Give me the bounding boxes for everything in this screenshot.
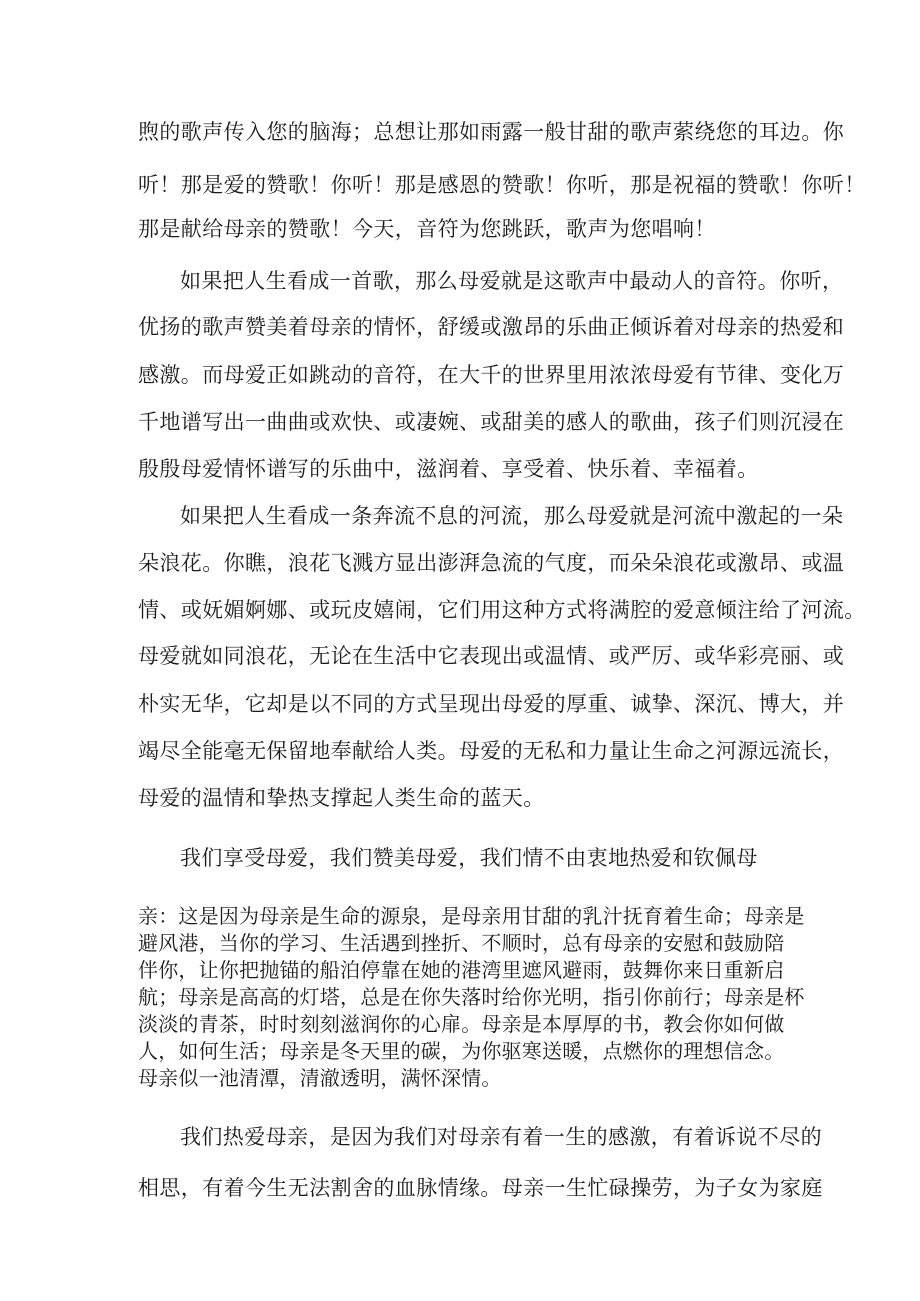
paragraph-2-line-5: 殷殷母爱情怀谱写的乐曲中，滋润着、享受着、快乐着、幸福着。 [138,457,759,481]
paragraph-4-line-2: 亲：这是因为母亲是生命的源泉，是母亲用甘甜的乳汁抚育着生命；母亲是 [138,904,805,928]
paragraph-2-line-1: 如果把人生看成一首歌，那么母爱就是这歌声中最动人的音符。你听， [180,269,844,293]
paragraph-3-line-5: 朴实无华，它却是以不同的方式呈现出母爱的厚重、诚挚、深沉、博大，并 [138,692,845,716]
paragraph-4-line-8: 母亲似一池清潭，清澈透明，满怀深情。 [138,1066,502,1090]
paragraph-5-line-2: 相思，有着今生无法割舍的血脉情缘。母亲一生忙碌操劳，为子女为家庭 [138,1176,823,1200]
paragraph-1-line-1: 煦的歌声传入您的脑海；总想让那如雨露一般甘甜的歌声萦绕您的耳边。你 [138,120,845,144]
paragraph-1-line-3: 那是献给母亲的赞歌！今天，音符为您跳跃，歌声为您唱响！ [138,217,716,241]
paragraph-1-line-2: 听！那是爱的赞歌！你听！那是感恩的赞歌！你听，那是祝福的赞歌！你听！ [138,173,866,197]
paragraph-3-line-6: 竭尽全能毫无保留地奉献给人类。母爱的无私和力量让生命之河源远流长， [138,739,845,763]
paragraph-2-line-3: 感激。而母爱正如跳动的音符，在大千的世界里用浓浓母爱有节律、变化万 [138,363,845,387]
paragraph-3-line-1: 如果把人生看成一条奔流不息的河流，那么母爱就是河流中激起的一朵 [180,504,844,528]
paragraph-3-line-2: 朵浪花。你瞧，浪花飞溅方显出澎湃急流的气度，而朵朵浪花或激昂、或温 [138,551,845,575]
paragraph-4-line-4: 伴你，让你把抛锚的船泊停靠在她的港湾里遮风避雨，鼓舞你来日重新启 [138,958,785,982]
paragraph-4-line-5: 航；母亲是高高的灯塔，总是在你失落时给你光明，指引你前行；母亲是杯 [138,985,805,1009]
paragraph-4-line-1: 我们享受母爱，我们赞美母爱，我们情不由衷地热爱和钦佩母 [180,846,758,870]
paragraph-4-line-6: 淡淡的青茶，时时刻刻滋润你的心扉。母亲是本厚厚的书，教会你如何做 [138,1012,785,1036]
paragraph-3-line-3: 情、或妩媚婀娜、或玩皮嬉闹，它们用这种方式将满腔的爱意倾注给了河流。 [138,598,866,622]
paragraph-4-line-3: 避风港，当你的学习、生活遇到挫折、不顺时，总有母亲的安慰和鼓励陪 [138,931,785,955]
paragraph-3-line-4: 母爱就如同浪花，无论在生活中它表现出或温情、或严厉、或华彩亮丽、或 [138,644,845,668]
paragraph-3-line-7: 母爱的温情和挚热支撑起人类生命的蓝天。 [138,786,545,810]
paragraph-4-line-7: 人，如何生活；母亲是冬天里的碳，为你驱寒送暖，点燃你的理想信念。 [138,1039,785,1063]
paragraph-2-line-4: 千地谱写出一曲曲或欢快、或凄婉、或甜美的感人的歌曲，孩子们则沉浸在 [138,410,845,434]
paragraph-2-line-2: 优扬的歌声赞美着母亲的情怀，舒缓或激昂的乐曲正倾诉着对母亲的热爱和 [138,315,845,339]
paragraph-5-line-1: 我们热爱母亲，是因为我们对母亲有着一生的感激，有着诉说不尽的 [180,1125,822,1149]
